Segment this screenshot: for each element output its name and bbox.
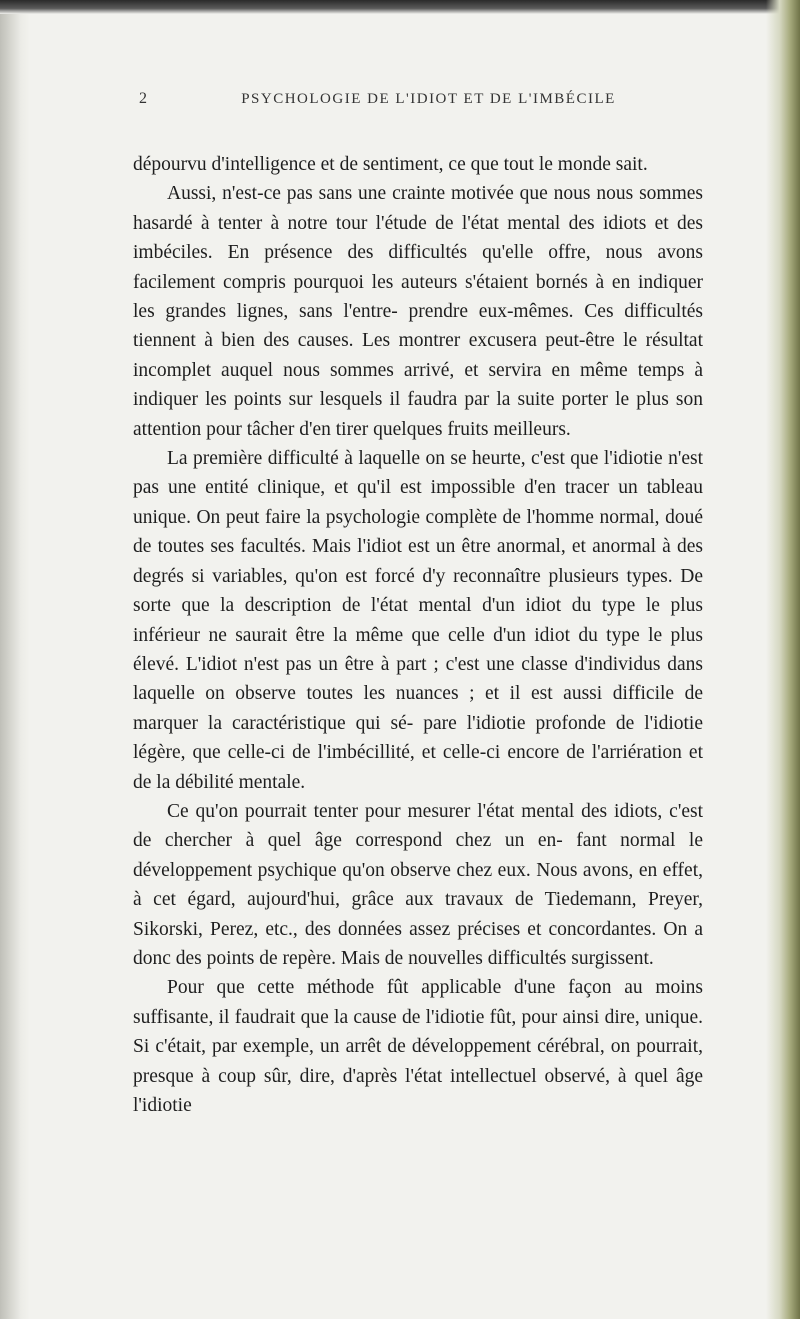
running-head (133, 90, 703, 150)
book-page (133, 90, 703, 1120)
scan-top-edge (0, 0, 800, 14)
paragraph: Aussi, n'est-ce pas sans une crainte motivée que nous nous sommes hasardé à tenter à notre tour l'étude de l'état mental des idiots et des imbéciles. En présence des difficultés qu'elle offre, nous avons facilement compris pourquoi les auteurs s'étaient bornés à en indiquer les grandes lignes, sans l'entre- prendre eux-mêmes. Ces difficultés tiennent à bien des causes. Les montrer excusera peut-être le résultat incomplet auquel nous sommes arrivé, et servira en même temps à indiquer les points sur lesquels il faudra par la suite porter le plus son attention pour tâcher d'en tirer quelques fruits meilleurs. (133, 183, 703, 440)
running-title: PSYCHOLOGIE DE L'IDIOT ET DE L'IMBÉCILE (241, 91, 616, 107)
scan-right-edge (766, 0, 800, 1319)
paragraph: Ce qu'on pourrait tenter pour mesurer l'état mental des idiots, c'est de chercher à quel âge correspond chez un en- fant normal le développement psychique qu'on observe chez eux. Nous avons, en effet, à cet égard, aujourd'hui, grâce aux travaux de Tiedemann, Preyer, Sikorski, Perez, etc., des données assez précises et concordantes. On a donc des points de repère. Mais de nouvelles difficultés surgissent. (133, 800, 703, 969)
body-text (133, 150, 703, 1120)
paragraph: Pour que cette méthode fût applicable d'une façon au moins suffisante, il faudrait que la cause de l'idiotie fût, pour ainsi dire, unique. Si c'était, par exemple, un arrêt de développement cérébral, on pourrait, presque à coup sûr, dire, d'après l'état intellectuel observé, à quel âge l'idiotie (133, 977, 703, 1116)
page-number: 2 (139, 90, 149, 107)
paragraph: La première difficulté à laquelle on se heurte, c'est que l'idiotie n'est pas une entité clinique, et qu'il est impossible d'en tracer un tableau unique. On peut faire la psychologie complète de l'homme normal, doué de toutes ses facultés. Mais l'idiot est un être anormal, et anormal à des degrés si variables, qu'on est forcé d'y reconnaître plusieurs types. De sorte que la description de l'état mental d'un idiot du type le plus inférieur ne saurait être la même que celle d'un idiot du type le plus élevé. L'idiot n'est pas un être à part ; c'est une classe d'individus dans laquelle on observe toutes les nuances ; et il est aussi difficile de marquer la caractéristique qui sé- pare l'idiotie profonde de l'idiotie légère, que celle-ci de l'imbécillité, et celle-ci encore de l'arriération et de la débilité mentale. (133, 448, 703, 793)
paragraph: dépourvu d'intelligence et de sentiment, ce que tout le monde sait. (133, 154, 648, 175)
scan-left-shadow (0, 14, 30, 1319)
